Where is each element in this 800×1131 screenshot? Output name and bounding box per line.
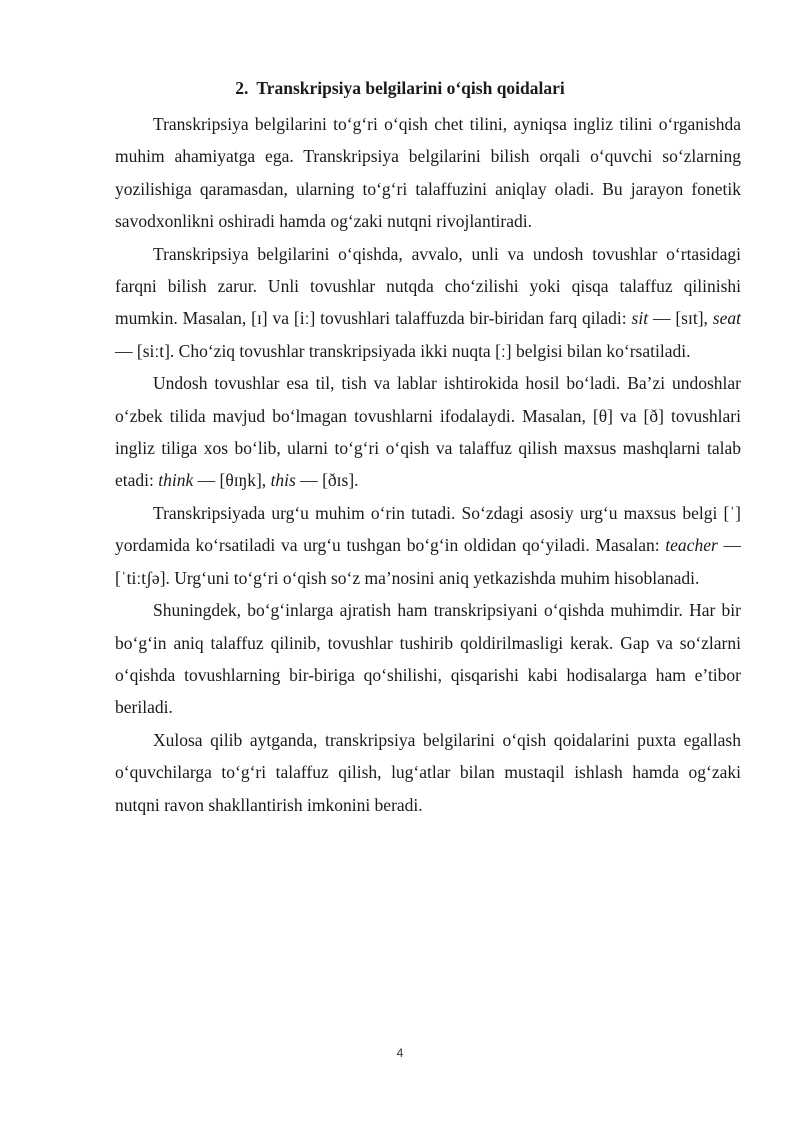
paragraph-text: Shuningdek, bo‘g‘inlarga ajratish ham transkripsiyani o‘qishda muhimdir. Har bir bo‘g‘in aniq talaffuz qilinib, tovushlar tushirib qoldirilmasligi kerak. Gap va so‘zlarni o‘qishda tovushlarning bir-biriga qo‘shilishi, qisqarishi kabi hodisalarga ham e’tibor beriladi. bbox=[115, 600, 741, 718]
paragraph-text: Xulosa qilib aytganda, transkripsiya belgilarini o‘qish qoidalarini puxta egallash o‘quvchilarga to‘g‘ri talaffuz qilish, lug‘atlar bilan mustaqil ishlash hamda og‘zaki nutqni ravon shakllantirish imkonini beradi. bbox=[115, 729, 741, 815]
example-word: this bbox=[270, 470, 296, 491]
paragraph-text: — [ˈtiːtʃə]. Urg‘uni to‘g‘ri o‘qish so‘z ma’nosini aniq yetkazishda muhim hisoblanadi. bbox=[115, 535, 742, 588]
page-number: 4 bbox=[396, 1046, 404, 1060]
example-word: sit bbox=[631, 308, 649, 329]
example-word: think bbox=[158, 470, 194, 491]
paragraph-text: — [sɪt], bbox=[648, 308, 713, 329]
document-body bbox=[115, 108, 741, 821]
section-title: Transkripsiya belgilarini o‘qish qoidalari bbox=[256, 78, 565, 98]
paragraph-text: — [siːt]. Cho‘ziq tovushlar transkripsiyada ikki nuqta [ː] belgisi bilan ko‘rsatiladi. bbox=[115, 340, 691, 361]
paragraph bbox=[115, 238, 741, 368]
paragraph bbox=[115, 108, 741, 238]
section-heading bbox=[0, 76, 800, 100]
paragraph-text: — [ðɪs]. bbox=[295, 470, 359, 491]
section-number: 2. bbox=[235, 78, 249, 98]
paragraph bbox=[115, 497, 741, 594]
paragraph-text: — [θɪŋk], bbox=[193, 470, 271, 491]
paragraph bbox=[115, 367, 741, 497]
paragraph bbox=[115, 594, 741, 724]
example-word: seat bbox=[712, 308, 741, 329]
paragraph bbox=[115, 724, 741, 821]
example-word: teacher bbox=[665, 535, 718, 556]
paragraph-text: Transkripsiyada urg‘u muhim o‘rin tutadi. So‘zdagi asosiy urg‘u maxsus belgi [ˈ] yordamida ko‘rsatiladi va urg‘u tushgan bo‘g‘in oldidan qo‘yiladi. Masalan: bbox=[115, 502, 741, 556]
paragraph-text: Transkripsiya belgilarini o‘qishda, avvalo, unli va undosh tovushlar o‘rtasidagi farqni bilish zarur. Unli tovushlar nutqda cho‘zilishi yoki qisqa talaffuz qilinishi mumkin. Masalan, [ɪ] va [iː] tovushlari talaffuzda bir-biridan farq qiladi: bbox=[115, 243, 741, 329]
paragraph-text: Transkripsiya belgilarini to‘g‘ri o‘qish chet tilini, ayniqsa ingliz tilini o‘rganishda muhim ahamiyatga ega. Transkripsiya belgilarini bilish orqali o‘quvchi so‘zlarning yozilishiga qaramasdan, ularning to‘g‘ri talaffuzini aniqlay oladi. Bu jarayon fonetik savodxonlikni oshiradi hamda og‘zaki nutqni rivojlantiradi. bbox=[115, 114, 741, 232]
paragraph-text: Undosh tovushlar esa til, tish va lablar ishtirokida hosil bo‘ladi. Ba’zi undoshlar o‘zbek tilida mavjud bo‘lmagan tovushlarni ifodalaydi. Masalan, [θ] va [ð] tovushlari ingliz tiliga xos bo‘lib, ularni to‘g‘ri o‘qish va talaffuz qilish maxsus mashqlarni talab etadi: bbox=[115, 373, 741, 491]
